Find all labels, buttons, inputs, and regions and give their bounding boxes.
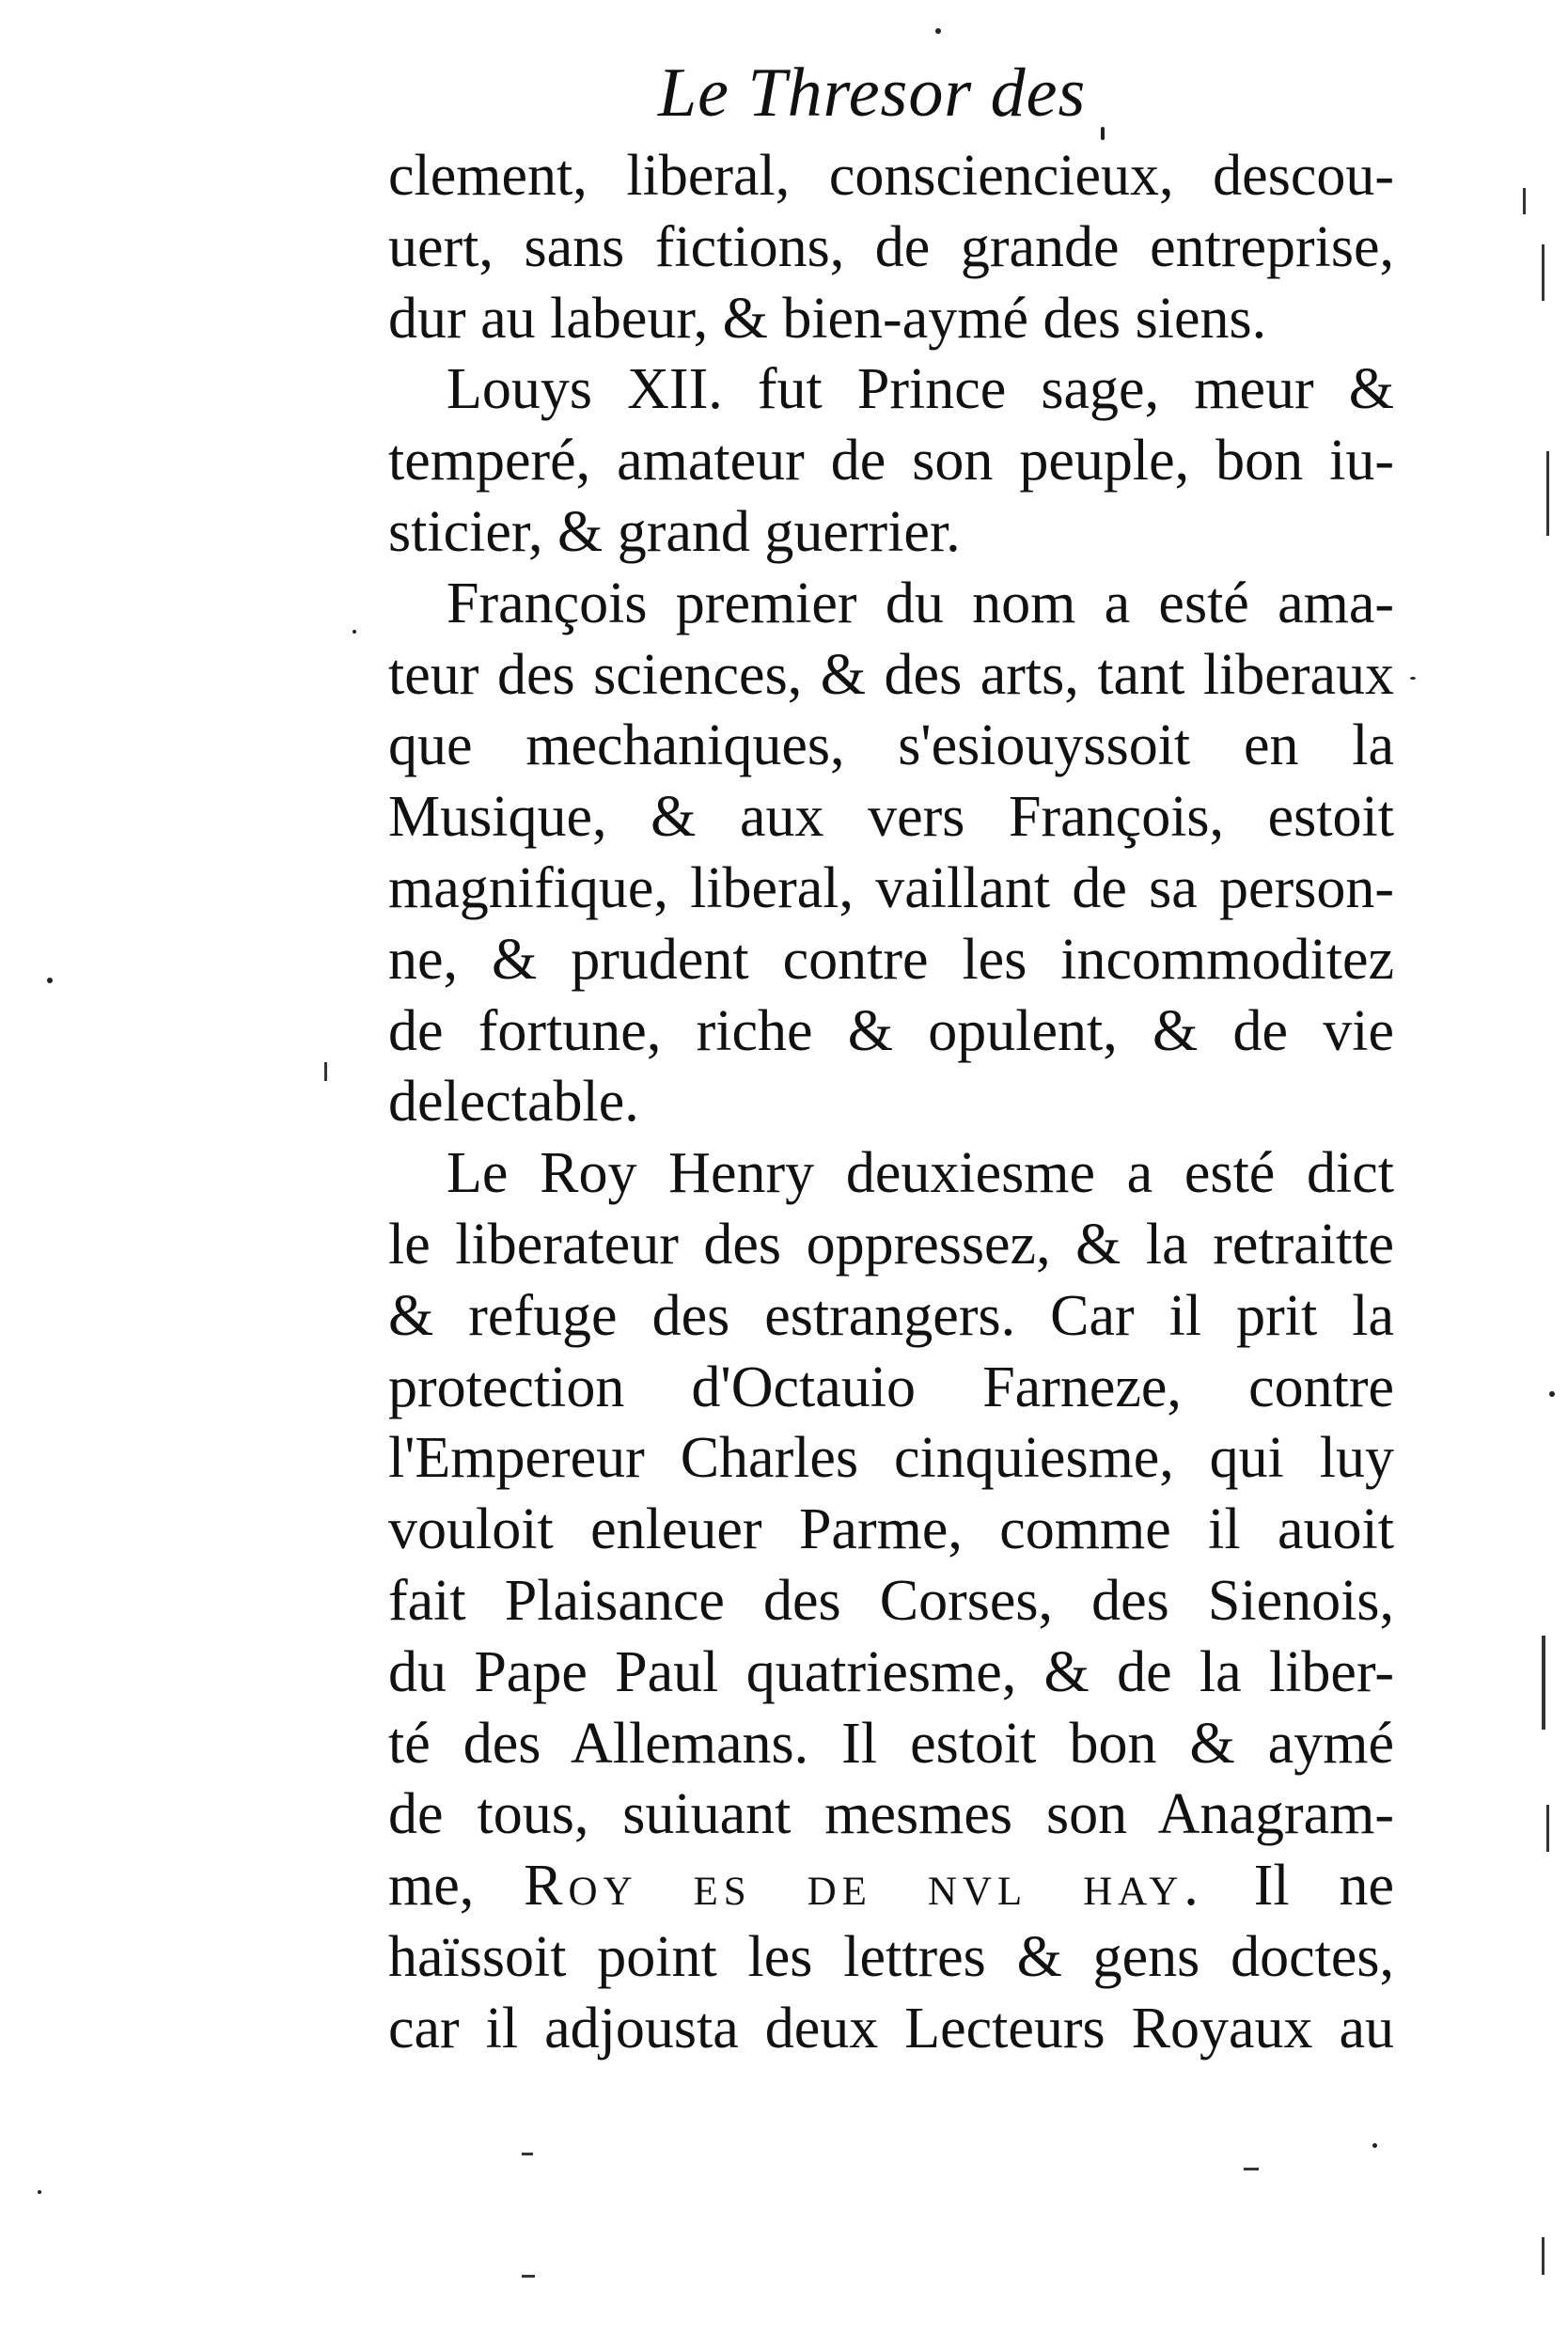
scan-speck (38, 2190, 41, 2194)
body-text (388, 141, 1394, 2065)
scan-mark (324, 1062, 327, 1081)
running-head: Le Thresor des (658, 55, 1087, 132)
scan-mark (1546, 1805, 1549, 1852)
text-fragment: Il ne (1253, 1854, 1395, 1919)
scan-mark (522, 2275, 535, 2278)
scan-mark (1542, 244, 1544, 301)
text-line: Musique, & aux vers François, estoit (388, 785, 1394, 850)
text-line: sticier, & grand guerrier. (388, 499, 961, 564)
scan-mark (1546, 451, 1549, 536)
paragraph-start-line: François premier du nom a esté ama- (447, 571, 1394, 635)
scan-speck (1101, 127, 1105, 140)
text-line: l'Empereur Charles cinquiesme, qui luy (388, 1426, 1394, 1491)
text-line: que mechaniques, s'esiouyssoit en la (388, 713, 1394, 778)
text-line: magnifique, liberal, vaillant de sa person- (388, 855, 1394, 920)
scan-mark (1244, 2168, 1259, 2170)
text-line: temperé, amateur de son peuple, bon iu- (388, 429, 1394, 494)
text-line: delectable. (388, 1070, 639, 1135)
text-line: car il adjousta deux Lecteurs Royaux au (388, 1996, 1394, 2060)
scan-mark (1523, 188, 1526, 214)
text-line: ne, & prudent contre les incommoditez (388, 927, 1394, 992)
text-line: dur au labeur, & bien-aymé des siens. (388, 286, 1267, 351)
paragraph-start-line: Le Roy Henry deuxiesme a esté dict (447, 1141, 1394, 1206)
text-line: vouloit enleuer Parme, comme il auoit (388, 1497, 1394, 1562)
text-line: clement, liberal, consciencieux, descou- (388, 144, 1394, 208)
scan-speck (353, 630, 356, 634)
text-line: té des Allemans. Il estoit bon & aymé (388, 1711, 1394, 1776)
text-line: protection d'Octauio Farneze, contre (388, 1355, 1394, 1419)
text-line: du Pape Paul quatriesme, & de la liber- (388, 1639, 1394, 1704)
anagram: Roy es de nvl hay. (524, 1854, 1204, 1919)
text-line: haïssoit point les lettres & gens doctes, (388, 1924, 1394, 1989)
scan-speck (47, 978, 53, 983)
text-line (388, 1851, 1394, 1922)
text-fragment: me, (388, 1854, 475, 1919)
scan-speck (1410, 677, 1416, 680)
scan-speck (1549, 1391, 1555, 1397)
text-line: teur des sciences, & des arts, tant liberaux (388, 642, 1394, 707)
text-line: de fortune, riche & opulent, & de vie (388, 998, 1394, 1063)
scan-mark (1542, 1636, 1545, 1730)
text-line: fait Plaisance des Corses, des Sienois, (388, 1568, 1394, 1633)
paragraph-start-line: Louys XII. fut Prince sage, meur & (447, 357, 1394, 422)
scan-mark (1542, 2237, 1544, 2275)
text-line: le liberateur des oppressez, & la retraitte (388, 1212, 1394, 1277)
text-line: & refuge des estrangers. Car il prit la (388, 1283, 1394, 1348)
text-line: de tous, suiuant mesmes son Anagram- (388, 1782, 1394, 1847)
scan-mark (522, 2153, 533, 2155)
scan-speck (1372, 2143, 1377, 2148)
text-line: uert, sans fictions, de grande entreprise, (388, 214, 1394, 279)
scan-speck (935, 28, 941, 34)
